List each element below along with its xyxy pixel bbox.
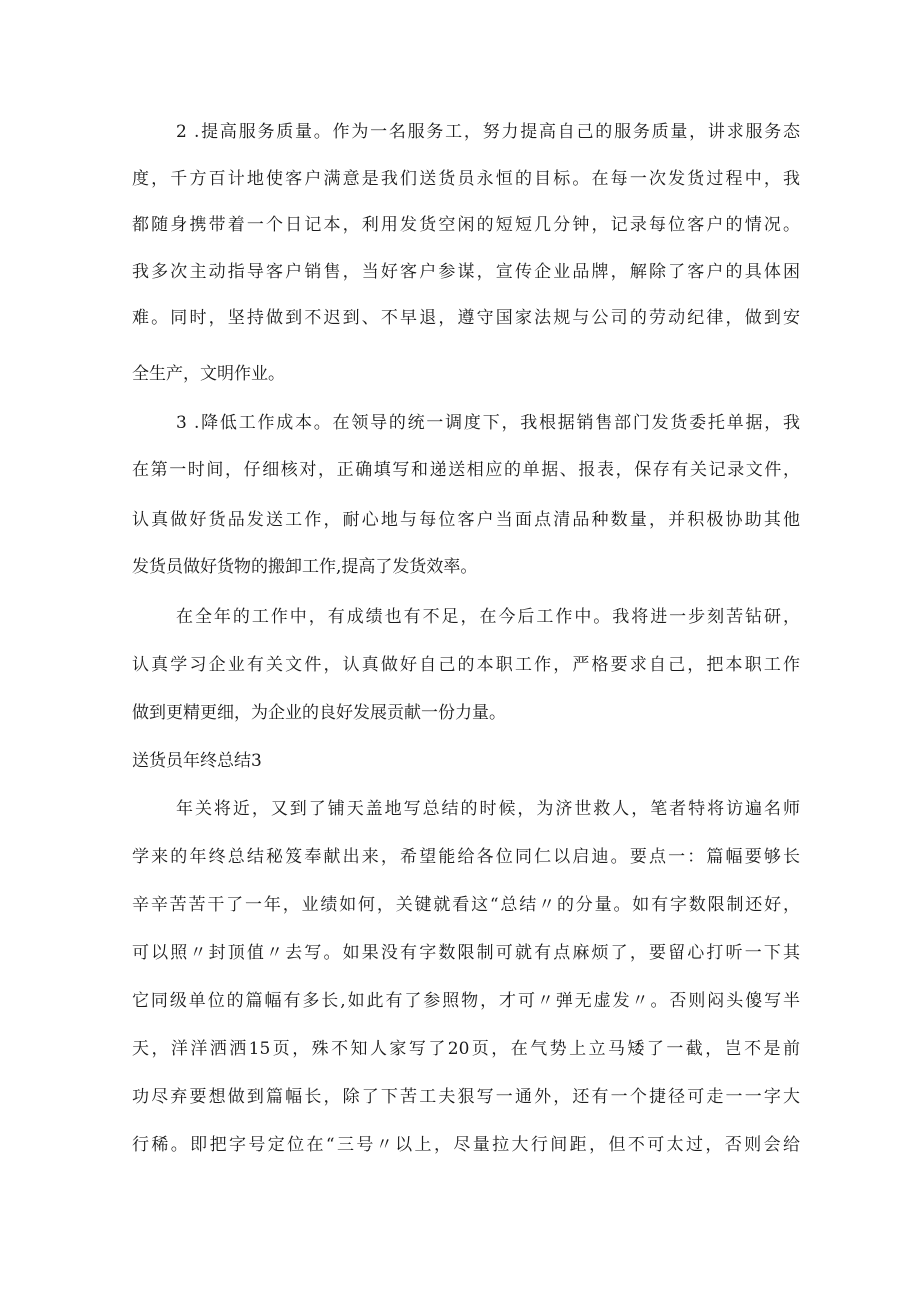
section-body-line-1: 年关将近，又到了铺天盖地写总结的时候，为济世救人，笔者特将访遍名师	[176, 799, 800, 819]
paragraph-2-line-4: 我多次主动指导客户销售，当好客户参谋，宣传企业品牌，解除了客户的具体困	[132, 262, 800, 282]
closing-paragraph-line-1: 在全年的工作中，有成绩也有不足，在今后工作中。我将进一步刻苦钻研，	[176, 607, 800, 627]
section-body-line-6: 天，洋洋洒洒15页，殊不知人家写了20页，在气势上立马矮了一截，岂不是前	[132, 1039, 800, 1059]
paragraph-2-line-2: 度，千方百计地使客户满意是我们送货员永恒的目标。在每一次发货过程中，我	[132, 169, 800, 189]
section-body-line-5: 它同级单位的篇幅有多长,如此有了参照物，才可〃弹无虚发〃。否则闷头傻写半	[132, 991, 800, 1011]
section-body-line-4: 可以照〃封顶值〃去写。如果没有字数限制可就有点麻烦了，要留心打听一下其	[132, 943, 800, 963]
paragraph-3-line-1: 3 .降低工作成本。在领导的统一调度下，我根据销售部门发货委托单据，我	[176, 413, 800, 433]
section-body-line-2: 学来的年终总结秘笈奉献出来，希望能给各位同仁以启迪。要点一：篇幅要够长	[132, 847, 800, 867]
paragraph-2-line-1: 2 .提高服务质量。作为一名服务工，努力提高自己的服务质量，讲求服务态	[176, 122, 800, 142]
section-body-line-8: 行稀。即把字号定位在“三号〃以上，尽量拉大行间距，但不可太过，否则会给	[132, 1135, 800, 1155]
section-body-line-7: 功尽弃要想做到篇幅长，除了下苦工夫狠写一通外，还有一个捷径可走一一字大	[132, 1087, 800, 1107]
paragraph-3-line-4: 发货员做好货物的搬卸工作,提高了发货效率。	[132, 557, 478, 577]
paragraph-2-line-6: 全生产，文明作业。	[132, 364, 285, 384]
closing-paragraph-line-2: 认真学习企业有关文件，认真做好自己的本职工作，严格要求自己，把本职工作	[132, 655, 800, 675]
paragraph-3-line-2: 在第一时间，仔细核对，正确填写和递送相应的单据、报表，保存有关记录文件，	[132, 460, 800, 480]
closing-paragraph-line-3: 做到更精更细，为企业的良好发展贡献一份力量。	[132, 703, 506, 723]
paragraph-3-line-3: 认真做好货品发送工作，耐心地与每位客户当面点清品种数量，并积极协助其他	[132, 510, 800, 530]
paragraph-2-line-3: 都随身携带着一个日记本，利用发货空闲的短短几分钟，记录每位客户的情况。	[132, 215, 800, 235]
paragraph-2-line-5: 难。同时，坚持做到不迟到、不早退，遵守国家法规与公司的劳动纪律，做到安	[132, 308, 800, 328]
section-heading: 送货员年终总结3	[132, 751, 262, 771]
section-body-line-3: 辛辛苦苦干了一年，业绩如何，关键就看这“总结〃的分量。如有字数限制还好，	[132, 895, 800, 915]
